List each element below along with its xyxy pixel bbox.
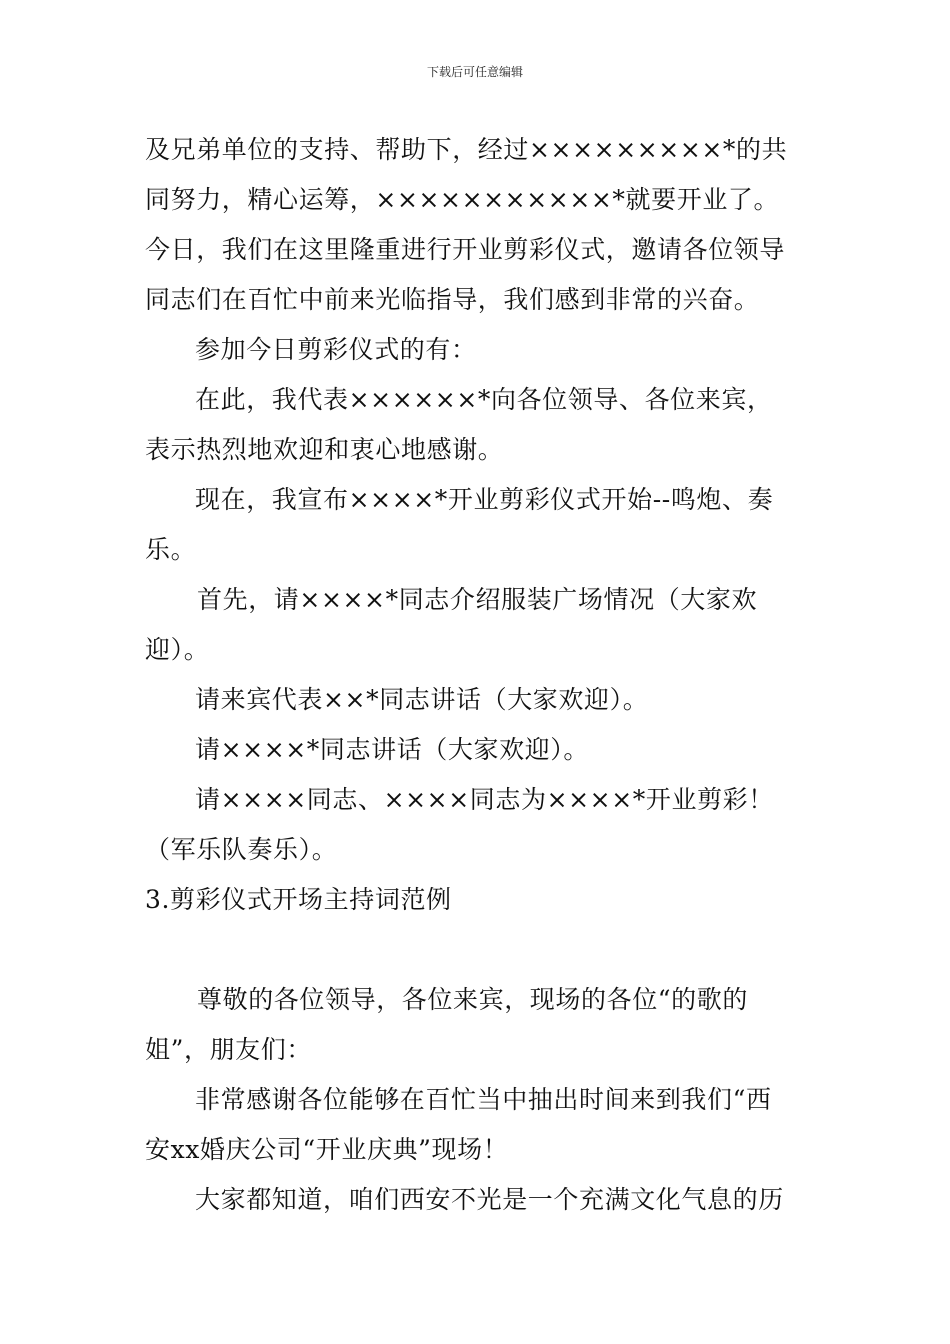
paragraph-line: 参加今日剪彩仪式的有： <box>195 335 477 364</box>
paragraph-line: 今日，我们在这里隆重进行开业剪彩仪式，邀请各位领导 <box>145 235 786 264</box>
paragraph-line: 现在，我宣布××××*开业剪彩仪式开始--鸣炮、奏 <box>195 485 774 514</box>
paragraph-line: 请××××*同志讲话（大家欢迎）。 <box>195 735 589 764</box>
paragraph-line: 首先，请××××*同志介绍服装广场情况（大家欢 <box>197 585 758 614</box>
paragraph-line: 及兄弟单位的支持、帮助下，经过×××××××××*的共 <box>145 135 788 164</box>
paragraph-line: 同努力，精心运筹，×××××××××××*就要开业了。 <box>145 185 780 214</box>
paragraph-line: 尊敬的各位领导，各位来宾，现场的各位“的歌的 <box>197 985 748 1014</box>
page-header: 下载后可任意编辑 <box>426 65 523 79</box>
section-heading: 3.剪彩仪式开场主持词范例 <box>145 885 452 914</box>
paragraph-line: 请××××同志、××××同志为××××*开业剪彩！ <box>195 785 774 814</box>
paragraph-line: 请来宾代表××*同志讲话（大家欢迎）。 <box>195 685 649 714</box>
paragraph-line: 乐。 <box>145 535 197 564</box>
paragraph-line: 迎）。 <box>145 635 210 664</box>
paragraph-line: 同志们在百忙中前来光临指导，我们感到非常的兴奋。 <box>145 285 760 314</box>
paragraph-line: （军乐队奏乐）。 <box>145 835 338 864</box>
paragraph-line: 在此，我代表××××××*向各位领导、各位来宾， <box>195 385 773 414</box>
paragraph-line: 安xx婚庆公司“开业庆典”现场！ <box>145 1135 509 1164</box>
paragraph-line: 大家都知道，咱们西安不光是一个充满文化气息的历 <box>195 1185 784 1214</box>
paragraph-line: 非常感谢各位能够在百忙当中抽出时间来到我们“西 <box>195 1085 772 1114</box>
paragraph-line: 姐”，朋友们： <box>145 1035 312 1064</box>
paragraph-line: 表示热烈地欢迎和衷心地感谢。 <box>145 435 504 464</box>
